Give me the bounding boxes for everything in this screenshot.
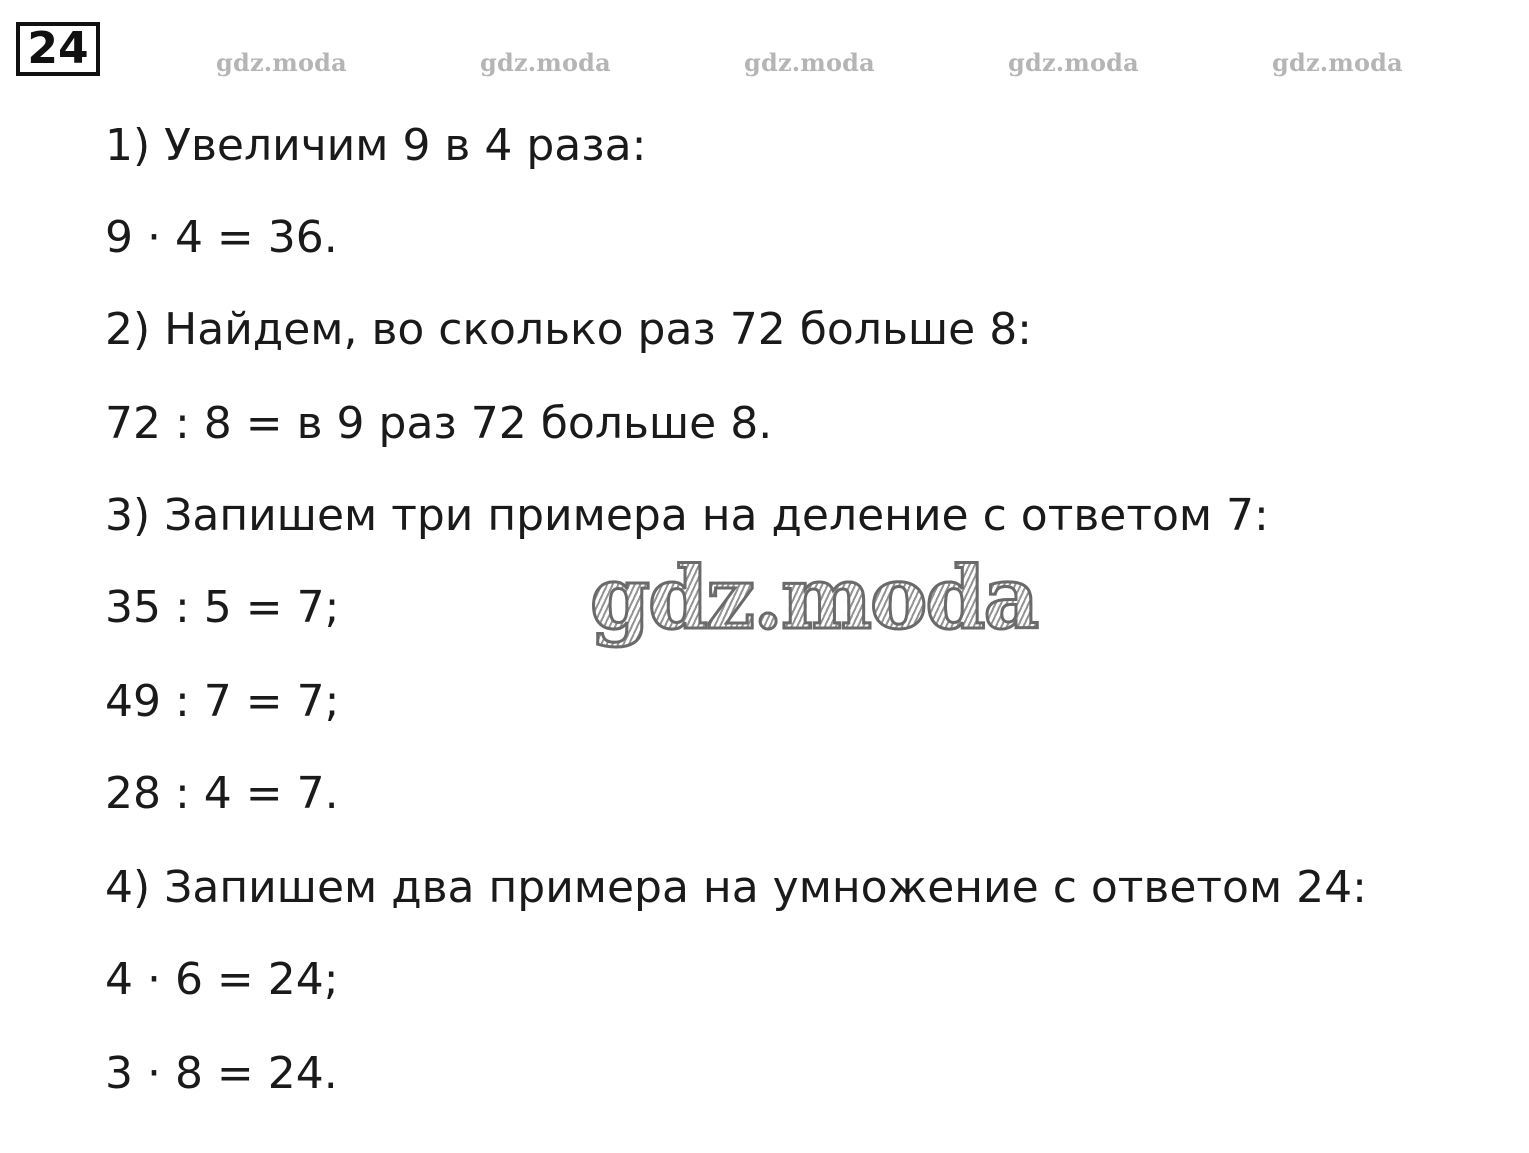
step-3-equation-3: 28 : 4 = 7. bbox=[105, 768, 339, 819]
watermark-top-3: gdz.moda bbox=[744, 48, 875, 77]
watermark-top-1: gdz.moda bbox=[216, 48, 347, 77]
watermark-top-4: gdz.moda bbox=[1008, 48, 1139, 77]
step-2-equation: 72 : 8 = в 9 раз 72 больше 8. bbox=[105, 398, 773, 449]
step-3-equation-1: 35 : 5 = 7; bbox=[105, 582, 340, 633]
watermark-center: gdz.moda bbox=[590, 548, 1038, 649]
step-1-equation: 9 · 4 = 36. bbox=[105, 212, 338, 263]
step-4-equation-1: 4 · 6 = 24; bbox=[105, 954, 339, 1005]
watermark-top-2: gdz.moda bbox=[480, 48, 611, 77]
step-2-heading: 2) Найдем, во сколько раз 72 больше 8: bbox=[105, 304, 1033, 355]
step-1-heading: 1) Увеличим 9 в 4 раза: bbox=[105, 120, 647, 171]
task-number-badge: 24 bbox=[16, 22, 100, 76]
step-4-heading: 4) Запишем два примера на умножение с ответом 24: bbox=[105, 862, 1367, 913]
step-3-heading: 3) Запишем три примера на деление с ответом 7: bbox=[105, 490, 1269, 541]
step-4-equation-2: 3 · 8 = 24. bbox=[105, 1048, 338, 1099]
step-3-equation-2: 49 : 7 = 7; bbox=[105, 676, 340, 727]
watermark-top-5: gdz.moda bbox=[1272, 48, 1403, 77]
